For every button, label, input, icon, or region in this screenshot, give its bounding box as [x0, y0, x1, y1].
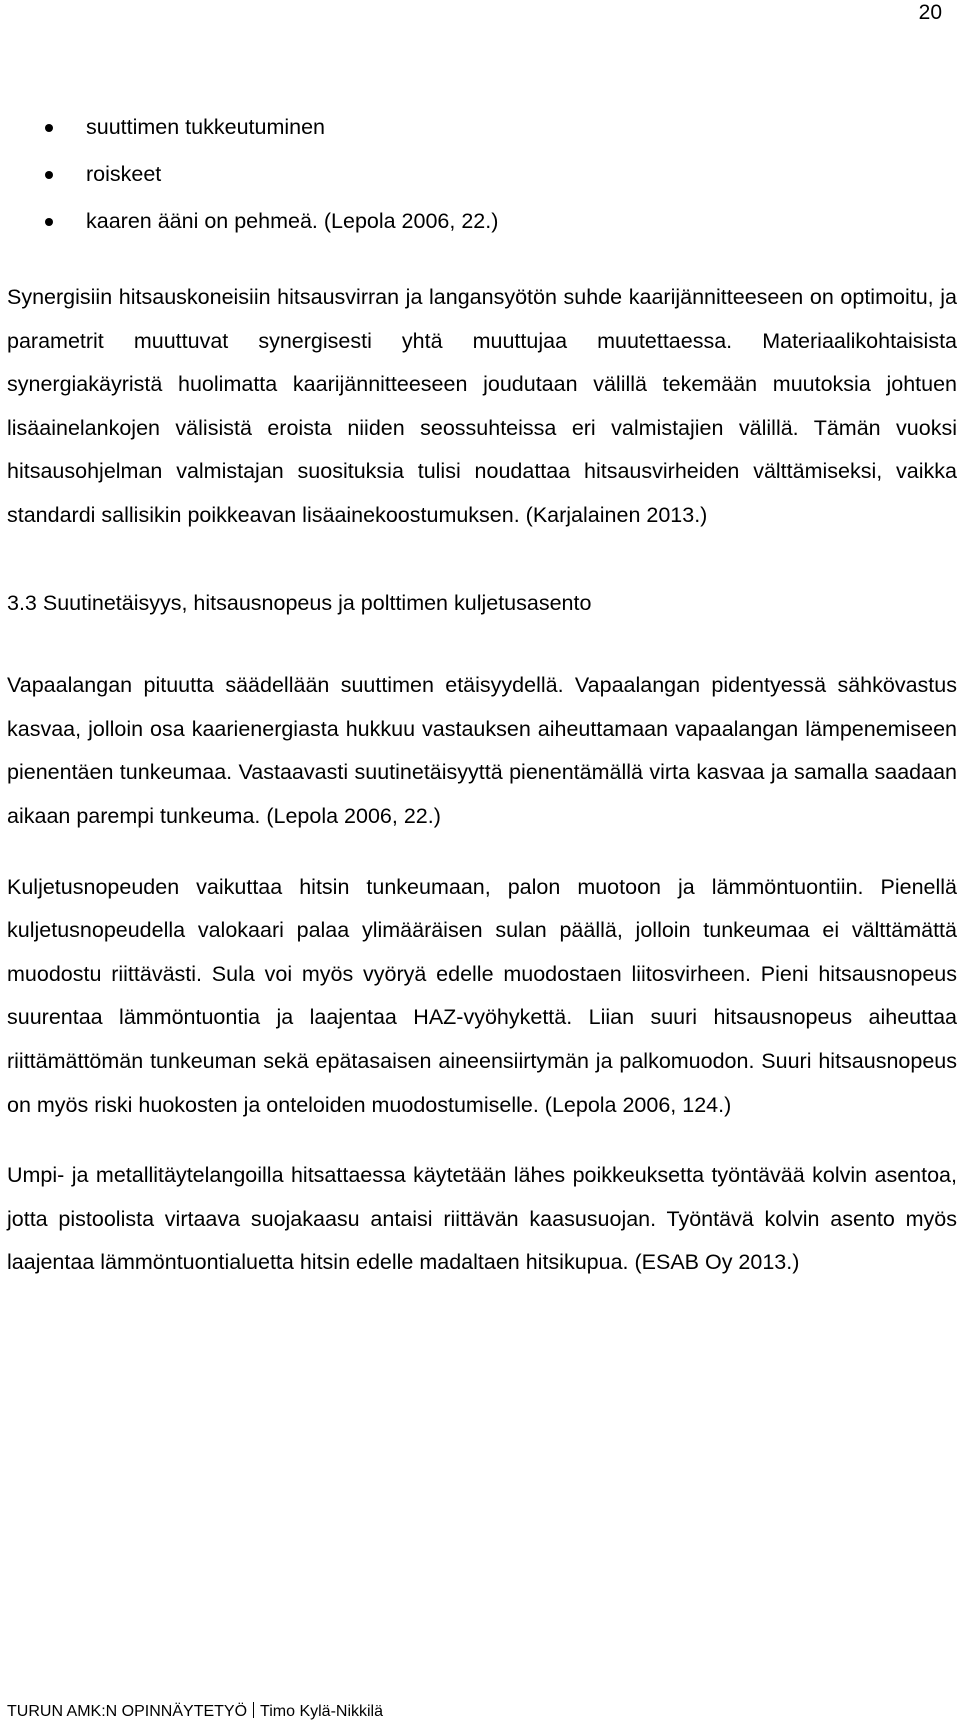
paragraph-torch-angle: Umpi- ja metallitäytelangoilla hitsattaessa käytetään lähes poikkeuksetta työntävää kolvin asentoa, jotta pistoolista virtaava suojakaasu antaisi riittävän kaasusuojan. Työntävä kolvin asento myös laajentaa lämmöntuontialuetta hitsin edelle madaltaen hitsikupua. (ESAB Oy 2013.)	[7, 1163, 957, 1275]
page-number: 20	[918, 1, 942, 24]
footer-institution: TURUN AMK:N OPINNÄYTETYÖ	[7, 1703, 248, 1720]
list-item	[7, 198, 957, 245]
list-item	[7, 151, 957, 198]
paragraph-synergy: Synergisiin hitsauskoneisiin hitsausvirran ja langansyötön suhde kaarijännitteeseen on optimoitu, ja parametrit muuttuvat synergisesti yhtä muuttujaa muutettaessa. Materiaalikohtaisista synergiakäyristä huolimatta kaarijännitteeseen joudutaan välillä tekemään muutoksia johtuen lisäainelankojen välisistä eroista niiden seossuhteissa eri valmistajien välillä. Tämän vuoksi hitsausohjelman valmistajan suosituksia tulisi noudattaa hitsausvirheiden välttämiseksi, vaikka standardi sallisikin poikkeavan lisäainekoostumuksen. (Karjalainen 2013.)	[7, 285, 957, 527]
bullet-text: roiskeet	[86, 162, 162, 186]
paragraph-travel-speed: Kuljetusnopeuden vaikuttaa hitsin tunkeumaan, palon muotoon ja lämmöntuontiin. Pienellä kuljetusnopeudella valokaari palaa ylimääräisen sulan päällä, jolloin tunkeumaa ei välttämättä muodostu riittävästi. Sula voi myös vyöryä edelle muodostaen liitosvirheen. Pieni hitsausnopeus suurentaa lämmöntuontia ja laajentaa HAZ-vyöhykettä. Liian suuri hitsausnopeus aiheuttaa riittämättömän tunkeuman sekä epätasaisen aineensiirtymän ja palkomuodon. Suuri hitsausnopeus on myös riski huokosten ja onteloiden muodostumiselle. (Lepola 2006, 124.)	[7, 874, 957, 1117]
bullet-text: kaaren ääni on pehmeä. (Lepola 2006, 22.)	[86, 209, 499, 233]
list-item	[7, 104, 957, 151]
bullet-icon	[45, 218, 53, 226]
bullet-icon	[45, 171, 53, 179]
page-body	[7, 104, 957, 1285]
footer-separator	[253, 1702, 254, 1718]
bullet-text: suuttimen tukkeutuminen	[86, 115, 326, 139]
bullet-list	[7, 104, 957, 245]
section-heading: 3.3 Suutinetäisyys, hitsausnopeus ja polttimen kuljetusasento	[7, 590, 592, 615]
page-footer	[7, 1701, 383, 1723]
bullet-icon	[45, 124, 53, 132]
paragraph-nozzle-distance: Vapaalangan pituutta säädellään suuttimen etäisyydellä. Vapaalangan pidentyessä sähkövastus kasvaa, jolloin osa kaarienergiasta hukkuu vastauksen aiheuttamaan vapaalangan lämpenemiseen pienentäen tunkeumaa. Vastaavasti suutinetäisyyttä pienentämällä virta kasvaa ja samalla saadaan aikaan parempi tunkeuma. (Lepola 2006, 22.)	[7, 673, 957, 828]
footer-author: Timo Kylä-Nikkilä	[260, 1703, 384, 1720]
